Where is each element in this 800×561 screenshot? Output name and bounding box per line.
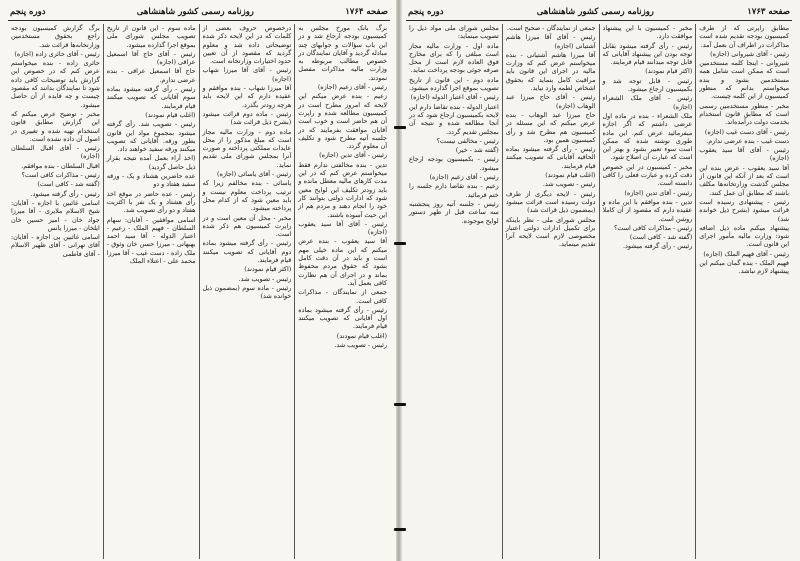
- column-paragraph: رئیس - آقای یاسائی (اجازه): [217, 170, 292, 179]
- column-paragraph: رئیس - آقای آقا میرزا شهاب (اجازه): [202, 66, 292, 83]
- column-paragraph: رئیس - مذاکرات کافی است؟: [613, 223, 693, 232]
- left-page: [0, 0, 398, 561]
- column-paragraph: ماده دوم - وزارت مالیه مجاز است که مبلغ مذکور را از محل عایدات مملکتی پرداخته و صورت آنرا بمجلس شورای ملی تقدیم نماید.: [202, 127, 292, 169]
- column-paragraph: رئیس - ماده سوم (بمضمون ذیل خوانده شد): [202, 283, 292, 301]
- column-paragraph: تدین - بنده موافقم با این ماده و عقیده دارم که مقصود از آن کاملا روشن است.: [602, 197, 693, 223]
- column-paragraph: رئیس - لایحه دیگری از طرف دولت رسیده است قرائت میشود (بمضمون ذیل قرائت شد): [505, 189, 596, 215]
- column-paragraph: رئیس - رأی گرفته میشود بماده دوم آقایانی که تصویب میکنند قیام فرمایند.: [202, 239, 292, 265]
- column-paragraph: رئیس - رأی گرفته میشود بماده سوم آقایانی که تصویب میکنند قیام فرمایند.: [106, 85, 196, 110]
- column-paragraph: (اکثر قیام نمودند): [645, 67, 693, 76]
- column-paragraph: ماده دوم - این قانون از تاریخ تصویب بموقع اجرا گذارده میشود.: [409, 75, 499, 93]
- column-paragraph: (گفته شد - کافی است): [629, 233, 693, 242]
- column-paragraph: مخبر - کمیسیون با این پیشنهاد موافقت دارد.: [602, 24, 693, 41]
- binding-mark: [394, 242, 406, 245]
- column-paragraph: رئیس - آقای زعیم (اجازه): [317, 83, 387, 92]
- column-paragraph: شیروانی - اینجا کلمه مستخدمین است که ممکن است شامل همه مستخدمین بشود و بنده میخواستم بدانم که منظور کمیسیون از این کلمه چیست.: [699, 59, 789, 101]
- column-paragraph: اسامی غائبین با اجازه - آقایان: شیخ الاسلام ملایری - آقا میرزا جواد خان - امیر حسین خان ایلخان - میرزا یانس: [11, 198, 100, 232]
- column-paragraph: رئیس - آقای آقا سید یعقوب (اجازه): [298, 219, 387, 237]
- column-paragraph: مخبر - توضیح عرض میکنم که این گزارش مطابق قانون استخدام تهیه شده و تغییری در اصول آن داده نشده است.: [11, 109, 100, 143]
- column-paragraph: آقا سید یعقوب - بنده عرض میکنم که این ماده خیلی مهم است و باید در آن دقت کامل بشود که حقوق مردم محفوظ بماند و در اجرای آن هم نظارت کافی بعمل آید.: [298, 237, 387, 287]
- column-paragraph: رئیس - آقای حاج آقا اسمعیل عراقی (اجازه): [106, 49, 196, 67]
- column-paragraph: اعتبار الدوله - بنده تقاضا دارم این لایحه بکمیسیون ارجاع شود که در آنجا مطالعه شده و نتیجه آن بمجلس تقدیم گردد.: [409, 102, 499, 136]
- column-paragraph: مجلس شورای ملی - نظر باینکه برای تکمیل ادارات دولتی اعتبار مخصوصی لازم است لایحه آنرا تقدیم مینماید.: [505, 215, 596, 249]
- text-column: [503, 24, 600, 559]
- column-paragraph: (اکثر قیام نمودند): [244, 265, 292, 274]
- column-paragraph: درخصوص حروف بعضی از کلمات که در این لایحه ذکر شده توضیحاتی داده شد و معلوم گردید که مقصود از آن تعیین حدود اختیارات وزارتخانه است.: [202, 24, 292, 66]
- column-paragraph: رئیس - جلسه آتیه روز پنجشنبه سه ساعت قبل از ظهر دستور لوایح موجوده.: [409, 199, 499, 225]
- column-paragraph: (اغلب قیام نمودند): [145, 110, 196, 119]
- column-paragraph: رئیس - تصویب شد.: [334, 340, 387, 349]
- binding-mark: [394, 528, 406, 531]
- right-page-session: دوره پنجم: [408, 7, 444, 17]
- column-paragraph: رئیس - ماده دوم قرائت میشود (بشرح ذیل قرائت شد): [202, 109, 292, 127]
- column-paragraph: (گفته شد - کافی است): [37, 180, 100, 189]
- column-paragraph: رئیس - مخالفی نیست؟: [436, 136, 499, 145]
- column-paragraph: رئیس - آقای شیروانی (اجازه): [710, 49, 789, 58]
- column-paragraph: ملک الشعراء - بنده در ماده اول عرضی داشتم که اگر اجازه میفرمائید عرض کنم. این ماده طوری نوشته شده که ممکن است سوء تعبیر بشود و بهتر این است که عبارت آن اصلاح شود.: [602, 111, 693, 162]
- column-paragraph: رئیس - آقای زعیم (اجازه): [429, 173, 499, 182]
- binding-mark: [394, 126, 406, 129]
- column-paragraph: رئیس - آقای حاج میرزا عبد الوهاب (اجازه): [505, 93, 596, 110]
- column-paragraph: جمعی از نمایندگان - صحیح است.: [507, 24, 596, 32]
- column-paragraph: رئیس - آقای تدین (اجازه): [319, 151, 387, 160]
- column-paragraph: مجلس شورای ملی مواد ذیل را تصویب مینماید:: [409, 24, 499, 41]
- column-paragraph: زعیم - بنده عرض میکنم این لایحه که امروز مطرح است در کمیسیون مطالعه شده و راپرت آن هم حاضر است و خوب است آقایان موافقت بفرمایند که در جلسه آتیه مطرح شود و تکلیف آن معلوم گردد.: [298, 92, 387, 151]
- column-paragraph: رئیس - تصویب شد.: [542, 180, 596, 189]
- column-paragraph: آقا میرزا هاشم آشتیانی - بنده میخواستم عرض کنم که وزارت مالیه در اجرای این قانون باید مراقبت کامل بنماید که بحقوق اشخاص لطمه وارد نیاید.: [505, 50, 596, 93]
- text-column: [295, 24, 390, 559]
- right-page: [398, 0, 800, 561]
- column-paragraph: مخبر - منظور مستخدمین رسمی است که مطابق قانون استخدام بخدمت دولت درآمده‌اند.: [699, 101, 789, 127]
- column-paragraph: جمعی از نمایندگان - مذاکرات کافی است.: [298, 288, 387, 305]
- column-paragraph: رئیس - رأی گرفته میشود.: [622, 242, 693, 251]
- right-page-header: [406, 4, 792, 21]
- column-paragraph: دست غیب - بنده عرضی ندارم.: [706, 136, 789, 145]
- text-column: [696, 24, 792, 559]
- column-paragraph: یاسائی - بنده مخالفم زیرا که ترتیب پرداخت معلوم نیست و باید معین شود که از کدام محل پرداخته میشود.: [202, 179, 292, 213]
- column-paragraph: مطابق راپرتی که از طرف کمیسیون بودجه تقدیم شده است مذاکرات در اطراف آن بعمل آمد.: [699, 24, 789, 49]
- column-paragraph: حاج میرزا عبد الوهاب - بنده عرض میکنم که این مسئله در کمیسیون هم مطرح شد و رأی کمیسیون همین بود.: [505, 110, 596, 144]
- column-paragraph: رئیس - رأی گرفته میشود.: [30, 189, 100, 198]
- column-paragraph: رئیس - تصویب شد. رأی گرفته میشود بمجموع مواد این قانون بطور ورقه. آقایانی که تصویب میکنند ورقه سفید خواهند داد.: [106, 120, 196, 154]
- book-gutter: [396, 0, 402, 561]
- column-paragraph: فهیم الملک - بنده گمان میکنم این پیشنهاد لازم نباشد.: [699, 259, 789, 276]
- right-page-number: صفحه ۱۷۶۳: [747, 7, 790, 17]
- left-page-session: دوره پنجم: [10, 7, 46, 17]
- column-paragraph: زعیم - بنده تقاضا دارم جلسه را ختم فرمائید.: [409, 182, 499, 199]
- column-paragraph: حاج آقا اسمعیل عراقی - بنده عرضی ندارم.: [106, 67, 196, 84]
- column-paragraph: رئیس - تصویب شد.: [238, 274, 292, 283]
- column-paragraph: رئیس - آقای اقبال السلطان (اجازه): [11, 144, 100, 161]
- column-paragraph: مخبر - کمیسیون در این خصوص دقت کرده و عبارت فعلی را کافی دانسته است.: [602, 162, 693, 188]
- column-paragraph: (اغلب قیام نمودند): [545, 171, 596, 180]
- column-paragraph: رئیس - آقای اعتبار الدوله (اجازه): [410, 93, 499, 102]
- column-paragraph: اسامی غائبین بی اجازه - آقایان: آقای تهرانی - آقای ظهیر الاسلام - آقای فاطمی: [11, 233, 100, 258]
- column-paragraph: ماده سوم - این قانون از تاریخ تصویب مجلس شورای ملی بموقع اجرا گذارده میشود.: [106, 24, 196, 49]
- column-paragraph: رئیس - آقای فهیم الملک (اجازه): [703, 249, 789, 258]
- binding-mark: [394, 403, 406, 406]
- column-paragraph: رئیس - عده حاضر در موقع اخذ رأی هشتاد و یک نفر با اکثریت هفتاد و دو رأی تصویب شد.: [106, 189, 196, 215]
- column-paragraph: حائری زاده - بنده میخواستم عرض کنم که در خصوص این گزارش باید توضیحات کافی داده شود تا نمایندگان بدانند که مقصود چیست و چه فایده از آن حاصل میشود.: [11, 59, 100, 109]
- column-paragraph: رئیس - آقای دست غیب (اجازه): [704, 127, 789, 136]
- column-paragraph: اسامی موافقین - آقایان: سهام السلطان - فهیم الملک - زعیم - اعتبار الدوله - آقا سید احمد بهبهانی - میرزا حسن خان وثوق - ملک زاده - دست غیب - آقا میرزا محمد علی - اعتلاء الملک: [106, 215, 196, 266]
- left-page-columns: [8, 24, 390, 559]
- column-paragraph: ماده اول - وزارت مالیه مجاز است مبلغی را که برای مخارج فوق العاده لازم است از محل صرفه جوئی بودجه پرداخت نماید.: [409, 41, 499, 75]
- text-column: [600, 24, 697, 559]
- column-paragraph: رئیس - قابل توجه شد و بکمیسیون ارجاع میشود.: [602, 76, 693, 94]
- column-paragraph: تدین - بنده مخالفتی ندارم فقط میخواستم عرض کنم که در این مدت کارهای مالیه معطل مانده و باید زودتر تکلیف این لوایح معین شود که ادارات دولتی بتوانند کار خود را انجام دهند و مردم هم از این حیث آسوده باشند.: [298, 160, 387, 219]
- column-paragraph: رئیس - رأی گرفته میشود بماده الحاقیه آقایانی که تصویب میکنند قیام فرمایند.: [505, 145, 596, 170]
- text-column: [200, 24, 296, 559]
- right-page-title: روزنامه رسمی کشور شاهنشاهی: [536, 7, 654, 17]
- column-paragraph: رئیس - پیشنهادی رسیده است قرائت میشود (بشرح ذیل خوانده شد): [699, 197, 789, 223]
- column-paragraph: برگ گزارش کمیسیون بودجه راجع بحقوق مستخدمین وزارتخانه‌ها قرائت شد.: [11, 24, 100, 49]
- column-paragraph: رئیس - مذاکرات کافی است؟: [21, 171, 100, 180]
- column-paragraph: رئیس - آقای تدین (اجازه): [624, 188, 693, 197]
- left-page-header: [8, 4, 390, 21]
- column-paragraph: مخبر - محل آن معین است و در راپرت کمیسیون هم ذکر شده است.: [202, 213, 292, 239]
- column-paragraph: رئیس - آقای آقا سید یعقوب (اجازه): [699, 146, 789, 163]
- column-paragraph: (اخذ آراء بعمل آمده نتیجه بقرار ذیل حاصل گردید): [106, 154, 196, 171]
- text-column: [8, 24, 104, 559]
- left-page-title: روزنامه رسمی کشور شاهنشاهی: [136, 7, 254, 17]
- column-paragraph: (اغلب قیام نمودند): [336, 331, 387, 340]
- column-paragraph: آقا میرزا شهاب - بنده موافقم و عقیده دارم که این لایحه باید هرچه زودتر بگذرد.: [202, 84, 292, 109]
- column-paragraph: پیشنهاد میکنم ماده ذیل اضافه شود: وزارت مالیه مأمور اجرای این قانون است.: [699, 223, 789, 249]
- column-paragraph: عده حاضرین هشتاد و یک - ورقه سفید هفتاد و دو: [106, 172, 196, 189]
- column-paragraph: اقبال السلطان - بنده موافقم.: [21, 161, 100, 170]
- right-page-columns: [406, 24, 792, 559]
- column-paragraph: رئیس - رأی گرفته میشود بماده اول آقایانی که تصویب میکنند قیام فرمایند.: [298, 305, 387, 331]
- column-paragraph: (گفته شد - خیر): [455, 146, 499, 155]
- column-paragraph: آقا سید یعقوب - عرض بنده این است که بعد از آنکه این قانون از مجلس گذشت وزارتخانه‌ها مکلف باشند که مطابق آن عمل کنند.: [699, 163, 789, 197]
- column-paragraph: رئیس - آقای ملک الشعراء (اجازه): [602, 94, 693, 111]
- text-column: [104, 24, 200, 559]
- text-column: [406, 24, 503, 559]
- column-paragraph: رئیس - رأی گرفته میشود بقابل توجه بودن این پیشنهاد آقایانی که قابل توجه میدانند قیام فرمایند.: [602, 41, 693, 67]
- column-paragraph: رئیس - آقای حائری زاده (اجازه): [14, 49, 100, 58]
- left-page-number: صفحه ۱۷۶۴: [345, 7, 388, 17]
- column-paragraph: برگ بانک مورخ مجلس به کمیسیون بودجه ارجاع شد و در این باب سؤالات و جوابهای چند مبادله گردید و آقایان نمایندگان در خصوص مطالب مربوطه به وزارت مالیه مذاکرات مفصل نمودند.: [298, 24, 387, 82]
- column-paragraph: رئیس - آقای آقا میرزا هاشم آشتیانی (اجازه): [505, 33, 596, 50]
- column-paragraph: رئیس - بکمیسیون بودجه ارجاع میشود.: [409, 155, 499, 172]
